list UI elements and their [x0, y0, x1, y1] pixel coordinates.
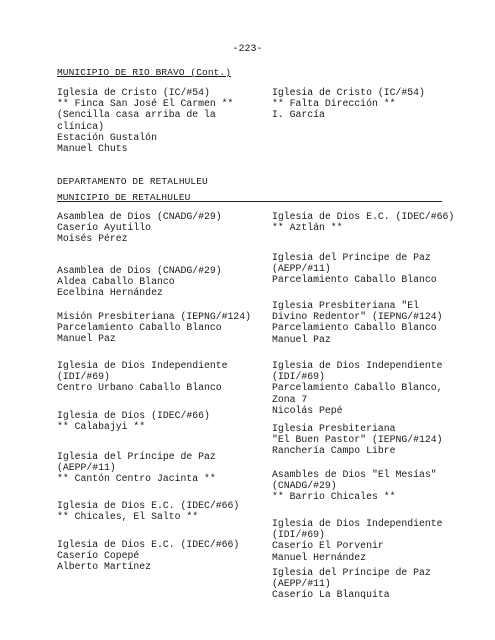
entry-line: (IDI/#69) [272, 371, 325, 383]
entry-line: Iglesia de Dios (IDEC/#66) [57, 410, 210, 421]
entry-line: Nicolás Pepé [272, 404, 343, 416]
entry-line: Parcelamiento Caballo Blanco [272, 274, 437, 286]
entry-line: Manuel Chuts [57, 143, 128, 155]
entry-line: Iglesia Presbiteriana [272, 423, 396, 434]
entry-line: Iglesia de Dios E.C. (IDEC/#66) [57, 539, 240, 550]
entry-line: Iglesia del Príncipe de Paz [57, 451, 216, 462]
entry-line: Parcelamiento Caballo Blanco [272, 322, 437, 334]
entry-retalhuleu-left-1 [57, 265, 222, 299]
entry-retalhuleu-left-5 [57, 451, 216, 485]
entry-line: Iglesia de Dios E.C. (IDEC/#66) [272, 211, 455, 222]
entry-retalhuleu-left-6 [57, 500, 239, 522]
entry-line: Ranchería Campo Libre [272, 445, 396, 457]
heading-municipio-rio-bravo: MUNICIPIO DE RIO BRAVO (Cont.) [57, 67, 232, 78]
section-divider [57, 201, 442, 202]
entry-line: ** Finca San José El Carmen ** [57, 98, 234, 110]
entry-line: Alberto Martínez [57, 561, 152, 573]
entry-rio-bravo-right-0 [272, 87, 425, 121]
entry-retalhuleu-left-3 [57, 360, 228, 394]
entry-line: ** Cantón Centro Jacinta ** [57, 473, 216, 485]
entry-line: Estación Gustalón [57, 131, 157, 143]
entry-line: (IDI/#69) [272, 529, 325, 541]
entry-line: Caserío La Blanquita [272, 589, 390, 601]
entry-line: (CNADG/#29) [272, 480, 337, 492]
entry-line: I. García [272, 109, 325, 121]
entry-line: Manuel Paz [57, 333, 116, 345]
entry-line: Iglesia de Dios E.C. (IDEC/#66) [57, 500, 240, 511]
entry-line: ** Aztlán ** [272, 222, 343, 234]
entry-line: Misión Presbiteriana (IEPNG/#124) [57, 311, 252, 322]
entry-retalhuleu-right-4 [272, 423, 443, 457]
entry-line: Iglesia de Dios Independiente [57, 360, 228, 371]
entry-line: ** Calabajyi ** [57, 421, 146, 433]
entry-retalhuleu-left-0 [57, 211, 222, 245]
entry-line: Asamblea de Dios (CNADG/#29) [57, 265, 222, 276]
entry-line: Centro Urbano Caballo Blanco [57, 382, 222, 394]
entry-line: Iglesia de Dios Independiente [272, 518, 443, 529]
entry-line: (Sencilla casa arriba de la [57, 109, 216, 121]
entry-line: clínica) [57, 120, 105, 132]
entry-line: Iglesia Presbiteriana "El [272, 300, 419, 311]
entry-line: Moisés Pérez [57, 233, 128, 245]
heading-municipio-retalhuleu: MUNICIPIO DE RETALHULEU [57, 192, 191, 203]
entry-rio-bravo-left-0 [57, 87, 233, 154]
entry-line: Iglesia de Cristo (IC/#54) [272, 87, 425, 98]
entry-line: "El Buen Pastor" (IEPNG/#124) [272, 434, 443, 446]
entry-line: Caserío Ayutillo [57, 222, 152, 234]
entry-line: Parcelamiento Caballo Blanco, [272, 382, 443, 394]
entry-line: (AEPP/#11) [272, 263, 331, 275]
entry-line: Divino Redentor" (IEPNG/#124) [272, 311, 443, 323]
entry-line: (AEPP/#11) [57, 462, 116, 474]
entry-line: Aldea Caballo Blanco [57, 276, 175, 288]
entry-line: Zona 7 [272, 393, 308, 405]
entry-line: Iglesia de Dios Independiente [272, 360, 443, 371]
entry-line: ** Chicales, El Salto ** [57, 511, 199, 523]
entry-line: Iglesia de Cristo (IC/#54) [57, 87, 210, 98]
entry-line: Manuel Hernández [272, 551, 367, 563]
entry-line: ** Falta Dirección ** [272, 98, 396, 110]
entry-retalhuleu-right-7 [272, 567, 431, 601]
entry-line: Caserío El Porvenir [272, 540, 384, 552]
entry-line: Iglesia del Príncipe de Paz [272, 252, 431, 263]
entry-retalhuleu-left-4 [57, 410, 210, 432]
entry-line: Iglesia del Príncipe de Paz [272, 567, 431, 578]
entry-retalhuleu-left-2 [57, 311, 251, 345]
entry-retalhuleu-right-3 [272, 360, 443, 416]
entry-line: (AEPP/#11) [272, 578, 331, 590]
entry-line: Ecelbina Hernández [57, 287, 163, 299]
entry-line: Caserío Copepé [57, 550, 140, 562]
entry-retalhuleu-right-1 [272, 252, 437, 286]
entry-line: Asamblea de Dios (CNADG/#29) [57, 211, 222, 222]
page-number: -223- [232, 44, 263, 55]
entry-line: Parcelamiento Caballo Blanco [57, 322, 222, 334]
heading-departamento-retalhuleu: DEPARTAMENTO DE RETALHULEU [57, 176, 208, 187]
entry-retalhuleu-left-7 [57, 539, 239, 573]
entry-retalhuleu-right-0 [272, 211, 454, 233]
entry-line: ** Barrio Chicales ** [272, 491, 396, 503]
entry-retalhuleu-right-5 [272, 469, 437, 503]
entry-line: (IDI/#69) [57, 371, 110, 383]
entry-retalhuleu-right-6 [272, 518, 443, 563]
entry-retalhuleu-right-2 [272, 300, 443, 345]
entry-line: Asambles de Dios "El Mesías" [272, 469, 437, 480]
entry-line: Manuel Paz [272, 333, 331, 345]
